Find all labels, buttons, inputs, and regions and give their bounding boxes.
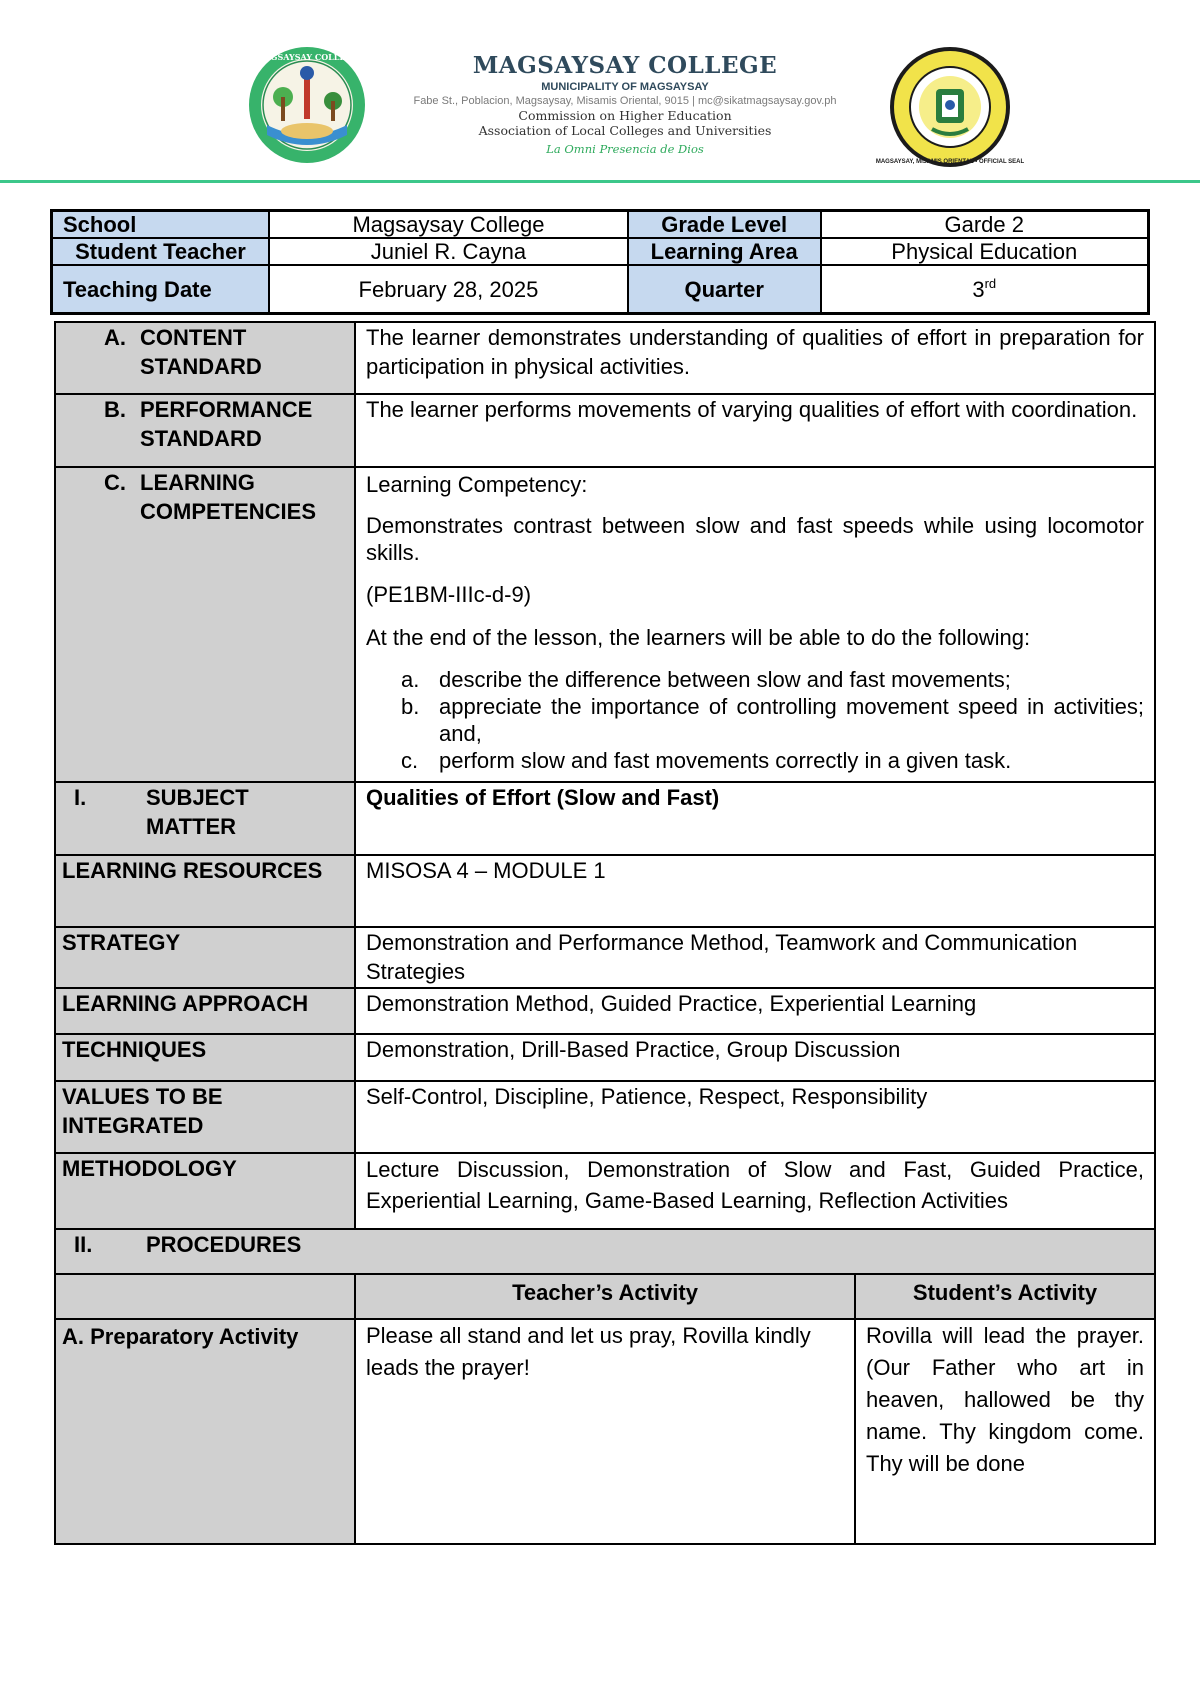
grade-label: Grade Level: [628, 211, 821, 239]
svg-text:MAGSAYSAY COLLEGE: MAGSAYSAY COLLEGE: [255, 52, 359, 62]
techniques-label: TECHNIQUES: [55, 1034, 355, 1081]
letterhead: [390, 52, 860, 158]
row-preparatory-activity: [55, 1319, 1155, 1544]
quarter-label: Quarter: [628, 265, 821, 314]
magsaysay-college-logo: [247, 45, 367, 165]
learning-approach-label: LEARNING APPROACH: [55, 988, 355, 1034]
objective-c: c. perform slow and fast movements correctly in a given task.: [401, 748, 1012, 773]
strategy-label: STRATEGY: [55, 927, 355, 988]
school-value: Magsaysay College: [269, 211, 628, 239]
association: Association of Local Colleges and Universities: [478, 123, 772, 138]
strategy-text: Demonstration and Performance Method, Teamwork and Communication Strategies: [355, 927, 1155, 988]
teacher-activity-header: Teacher’s Activity: [355, 1274, 855, 1319]
methodology-text: Lecture Discussion, Demonstration of Slow and Fast, Guided Practice, Experiential Learning, Game-Based Learning, Reflection Activities: [355, 1153, 1155, 1229]
learning-competencies-label: C. LEARNING COMPETENCIES: [55, 467, 355, 782]
objective-b: b. appreciate the importance of controlling movement speed in activities; and,: [401, 694, 1144, 746]
row-content-standard: [55, 322, 1155, 394]
municipal-seal: [875, 45, 1025, 169]
competency-statement: Demonstrates contrast between slow and fast speeds while using locomotor skills.: [366, 513, 1144, 565]
row-performance-standard: [55, 394, 1155, 467]
preparatory-teacher-text: Please all stand and let us pray, Rovilla kindly leads the prayer!: [355, 1319, 855, 1544]
row-techniques: [55, 1034, 1155, 1081]
info-row-date: [52, 265, 1149, 314]
procedures-heading: II. PROCEDURES: [55, 1229, 1155, 1274]
competency-heading: Learning Competency:: [366, 472, 588, 497]
learning-resources-text: MISOSA 4 – MODULE 1: [355, 855, 1155, 927]
row-values: [55, 1081, 1155, 1153]
performance-standard-text: The learner performs movements of varying qualities of effort with coordination.: [355, 394, 1155, 467]
subject-matter-text: Qualities of Effort (Slow and Fast): [355, 782, 1155, 855]
info-row-teacher: [52, 238, 1149, 265]
row-learning-competencies: [55, 467, 1155, 782]
competency-code: (PE1BM-IIIc-d-9): [366, 582, 532, 607]
row-procedures-heading: [55, 1229, 1155, 1274]
area-label: Learning Area: [628, 238, 821, 265]
preparatory-activity-label: A. Preparatory Activity: [55, 1319, 355, 1544]
svg-text:MAGSAYSAY, MISAMIS ORIENTAL •: MAGSAYSAY, MISAMIS ORIENTAL • OFFICIAL SEAL: [875, 159, 1025, 165]
student-activity-header: Student’s Activity: [855, 1274, 1155, 1319]
date-label: Teaching Date: [52, 265, 270, 314]
teacher-label: Student Teacher: [52, 238, 270, 265]
teacher-value: Juniel R. Cayna: [269, 238, 628, 265]
row-subject-matter: [55, 782, 1155, 855]
row-learning-resources: [55, 855, 1155, 927]
learning-resources-label: LEARNING RESOURCES: [55, 855, 355, 927]
header-rule: [0, 180, 1200, 183]
area-value: Physical Education: [821, 238, 1149, 265]
techniques-text: Demonstration, Drill-Based Practice, Group Discussion: [355, 1034, 1155, 1081]
motto: La Omni Presencia de Dios: [546, 142, 704, 156]
row-methodology: [55, 1153, 1155, 1229]
address: Fabe St., Poblacion, Magsaysay, Misamis Oriental, 9015 | mc@sikatmagsaysay.gov.ph: [413, 95, 837, 107]
row-strategy: [55, 927, 1155, 988]
grade-value: Garde 2: [821, 211, 1149, 239]
performance-standard-label: B. PERFORMANCE STANDARD: [55, 394, 355, 467]
municipality: MUNICIPALITY OF MAGSAYSAY: [541, 81, 709, 93]
subject-matter-label: I. SUBJECT MATTER: [55, 782, 355, 855]
date-value: February 28, 2025: [269, 265, 628, 314]
learning-competencies-text: [355, 467, 1155, 782]
college-name: MAGSAYSAY COLLEGE: [472, 52, 778, 79]
content-standard-label: A. CONTENT STANDARD: [55, 322, 355, 394]
methodology-label: METHODOLOGY: [55, 1153, 355, 1229]
info-table: [50, 209, 1150, 315]
objective-a: a. describe the difference between slow and fast movements;: [401, 667, 1011, 692]
learning-approach-text: Demonstration Method, Guided Practice, Experiential Learning: [355, 988, 1155, 1034]
procedures-blank-header: [55, 1274, 355, 1319]
row-procedures-columns: [55, 1274, 1155, 1319]
preparatory-student-text: Rovilla will lead the prayer. (Our Father who art in heaven, hallowed be thy name. Thy kingdom come. Thy will be done: [855, 1319, 1155, 1544]
lesson-plan-table: [54, 321, 1156, 1545]
quarter-value: 3rd: [821, 265, 1149, 314]
commission: Commission on Higher Education: [518, 108, 732, 123]
school-label: School: [52, 211, 270, 239]
content-standard-text: The learner demonstrates understanding of qualities of effort in preparation for participation in physical activities.: [355, 322, 1155, 394]
objectives-intro: At the end of the lesson, the learners will be able to do the following:: [366, 625, 1031, 650]
values-label: VALUES TO BE INTEGRATED: [55, 1081, 355, 1153]
values-text: Self-Control, Discipline, Patience, Respect, Responsibility: [355, 1081, 1155, 1153]
row-learning-approach: [55, 988, 1155, 1034]
info-row-school: [52, 211, 1149, 239]
